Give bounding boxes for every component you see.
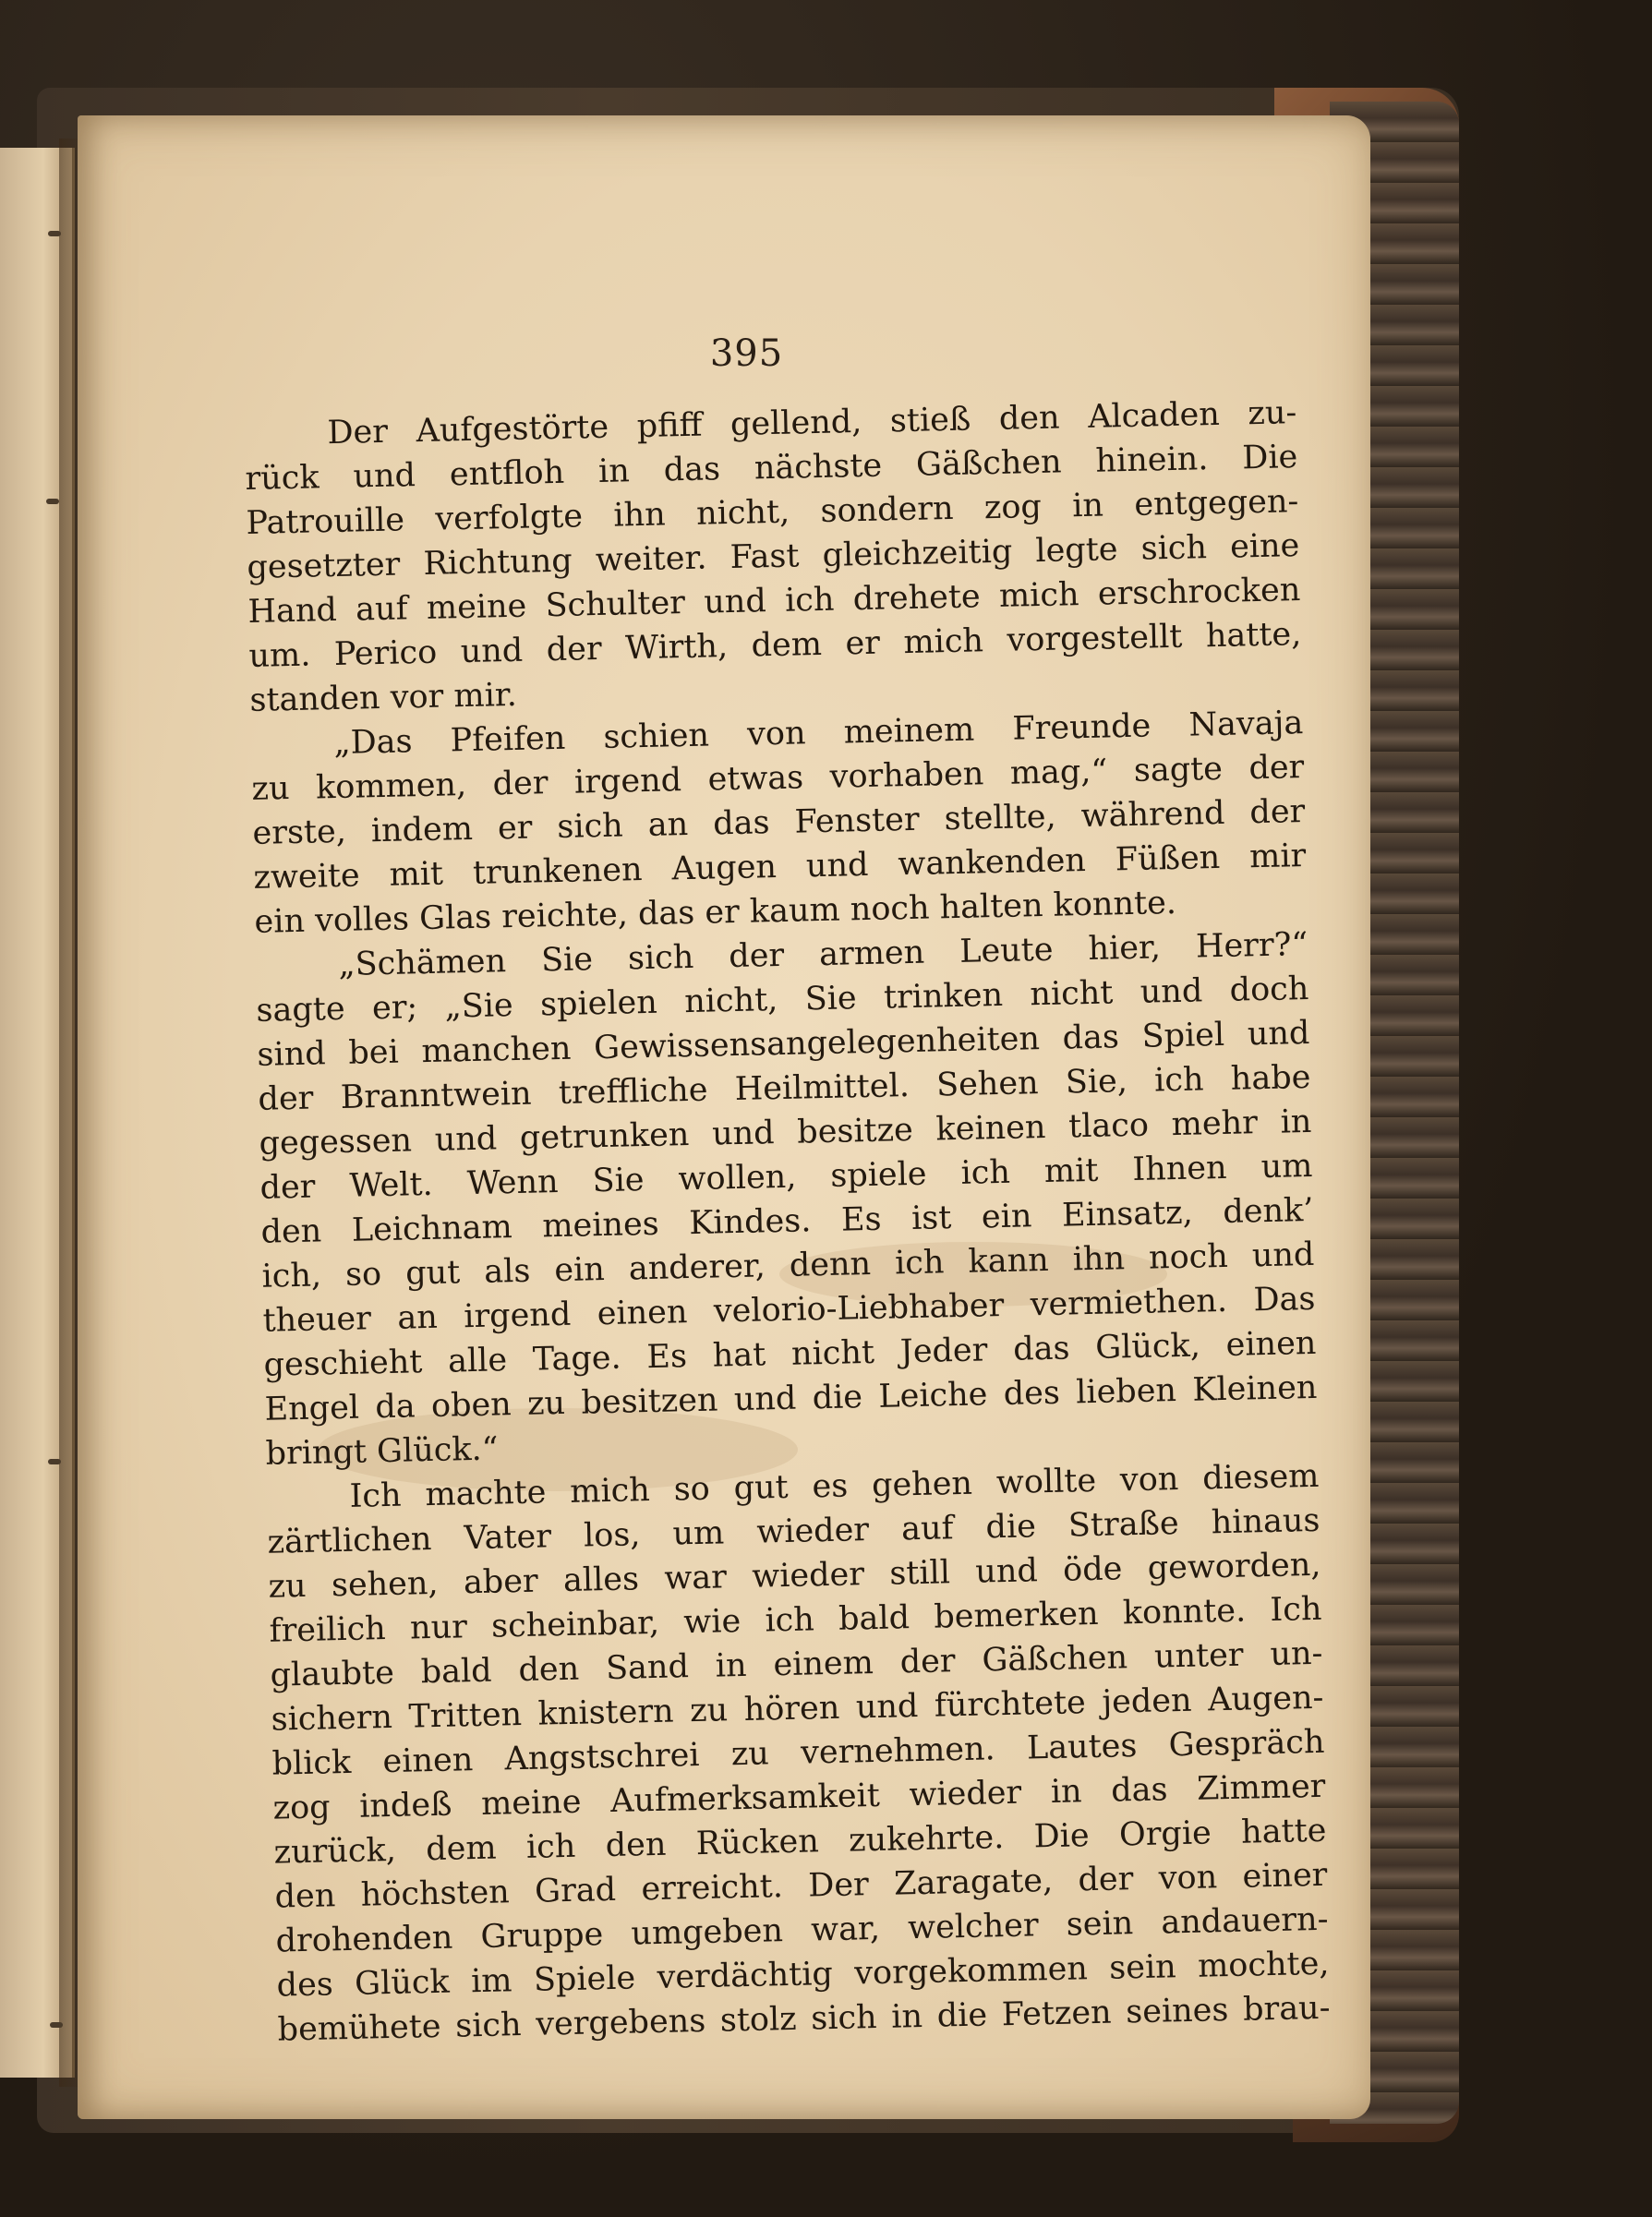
text-line: ein volles Glas reichte, das er kaum noch halten konnte. xyxy=(254,884,1177,941)
text-line: freilich nur scheinbar, wie ich bald bemerken konnte. Ich xyxy=(269,1590,1322,1650)
text-line: des Glück im Spiele verdächtig vorgekommen sein mochte, xyxy=(276,1945,1330,2005)
text-line: zu kommen, der irgend etwas vorhaben mag,“ sagte der xyxy=(251,749,1305,808)
text-line: glaubte bald den Sand in einem der Gäßchen unter un- xyxy=(270,1634,1323,1694)
text-line: „Schämen Sie sich der armen Leute hier, Herr?“ xyxy=(338,925,1308,983)
text-line: „Das Pfeifen schien von meinem Freunde Navaja xyxy=(333,705,1304,763)
text-line: rück und entfloh in das nächste Gäßchen hinein. Die xyxy=(245,439,1298,498)
text-line: zog indeß meine Aufmerksamkeit wieder in das Zimmer xyxy=(272,1767,1326,1827)
text-line: bringt Glück.“ xyxy=(265,1430,499,1473)
binding-thread xyxy=(50,2022,63,2028)
text-line: den höchsten Grad erreicht. Der Zaragate, der von einer xyxy=(274,1856,1328,1916)
text-line: der Branntwein treffliche Heilmittel. Sehen Sie, ich habe xyxy=(258,1058,1311,1118)
text-line: gesetzter Richtung weiter. Fast gleichzeitig legte sich eine xyxy=(247,527,1300,586)
text-line: bemühete sich vergebens stolz sich in die Fetzen seines brau- xyxy=(277,1989,1331,2049)
text-line: geschieht alle Tage. Es hat nicht Jeder das Glück, einen xyxy=(263,1324,1317,1384)
text-line: um. Perico und der Wirth, dem er mich vorgestellt hatte, xyxy=(248,616,1302,675)
text-line: zurück, dem ich den Rücken zukehrte. Die Orgie hatte xyxy=(273,1812,1327,1872)
text-line: Ich machte mich so gut es gehen wollte von diesem xyxy=(349,1457,1320,1515)
text-line: zu sehen, aber alles war wieder still und öde geworden, xyxy=(268,1546,1321,1606)
text-line: Der Aufgestörte pfiff gellend, stieß den Alcaden zu- xyxy=(327,394,1297,452)
text-line: gegessen und getrunken und besitze keinen tlaco mehr in xyxy=(259,1102,1312,1163)
text-line: sind bei manchen Gewissensangelegenheiten das Spiel und xyxy=(257,1014,1310,1074)
text-line: Engel da oben zu besitzen und die Leiche des lieben Kleinen xyxy=(264,1368,1318,1428)
text-line: theuer an irgend einen velorio-Liebhaber vermiethen. Das xyxy=(262,1280,1316,1340)
text-line: zärtlichen Vater los, um wieder auf die Straße hinaus xyxy=(267,1501,1320,1561)
text-line: standen vor mir. xyxy=(249,676,518,719)
text-line: sagte er; „Sie spielen nicht, Sie trinken nicht und doch xyxy=(256,970,1309,1030)
binding-thread xyxy=(48,231,61,236)
text-line: Hand auf meine Schulter und ich drehete mich erschrocken xyxy=(247,572,1301,631)
page-number: 395 xyxy=(709,332,784,375)
text-line: blick einen Angstschrei zu vernehmen. Lautes Gespräch xyxy=(271,1723,1325,1783)
text-line: Patrouille verfolgte ihn nicht, sondern zog in entgegen- xyxy=(246,483,1299,542)
text-line: sichern Tritten knistern zu hören und fürchtete jeden Augen- xyxy=(271,1679,1324,1739)
text-line: zweite mit trunkenen Augen und wankenden Füßen mir xyxy=(253,837,1307,897)
text-line: ich, so gut als ein anderer, denn ich kann ihn noch und xyxy=(261,1235,1315,1295)
text-line: den Leichnam meines Kindes. Es ist ein Einsatz, denk’ xyxy=(260,1191,1314,1251)
binding-thread xyxy=(48,1459,61,1464)
binding-thread xyxy=(46,499,59,504)
text-line: drohenden Gruppe umgeben war, welcher sein andauern- xyxy=(275,1900,1329,1960)
text-line: erste, indem er sich an das Fenster stellte, während der xyxy=(252,793,1306,852)
book-page xyxy=(78,115,1370,2119)
body-text xyxy=(244,391,1331,2052)
text-line: der Welt. Wenn Sie wollen, spiele ich mit Ihnen um xyxy=(259,1147,1313,1207)
